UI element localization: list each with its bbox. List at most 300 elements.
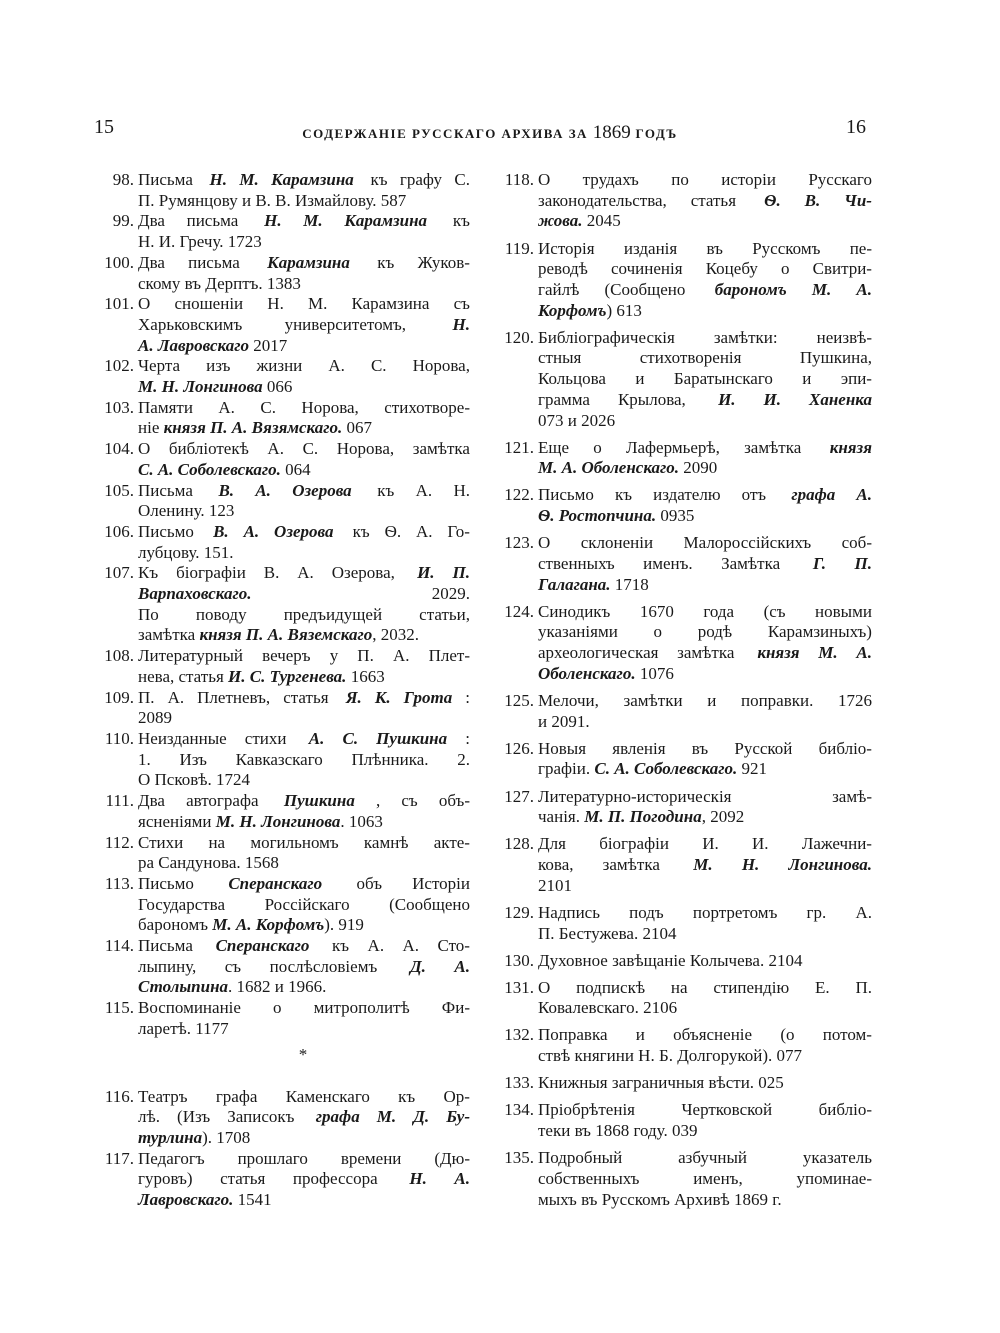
entry-text: акте- — [433, 832, 470, 852]
entry-text: вечеръ — [262, 646, 311, 666]
entry-number: 133. — [504, 1073, 534, 1093]
entry-line — [138, 315, 470, 336]
entry-text: и — [707, 690, 717, 710]
toc-entry — [492, 1100, 872, 1141]
entry-text: объ- — [438, 791, 470, 811]
entry-author-text: П. — [854, 553, 872, 573]
entry-text: теки въ 1868 году. 039 — [538, 1121, 698, 1141]
entry-author-text: М. А. Оболенскаго. — [538, 458, 680, 478]
entry-text: соб- — [841, 533, 872, 553]
entry-line — [538, 924, 872, 945]
entry-text: статьи, — [419, 604, 470, 624]
entry-text: чанія. — [538, 807, 585, 827]
entry-line — [138, 356, 470, 377]
entry-text: 1718 — [610, 574, 649, 594]
entry-text: склоненіи — [580, 533, 654, 553]
entry-line — [538, 485, 872, 506]
entry-text: статья — [283, 687, 333, 707]
entry-author-text: Варпаховскаго. — [138, 584, 252, 604]
entry-text: графа — [215, 1086, 258, 1106]
entry-author-text: М. А. Корфомъ — [212, 915, 325, 935]
entry-text: ствѣ княгини Н. Б. Долгорукой). 077 — [538, 1046, 803, 1066]
entry-text: замѣ- — [832, 786, 872, 806]
entry-text: В. — [263, 563, 280, 583]
entry-author-text: М. — [239, 170, 259, 189]
toc-entry — [492, 951, 872, 972]
entry-author-text: Н. — [741, 855, 760, 874]
entry-text: 2101 — [538, 875, 572, 895]
entry-text: письма — [186, 211, 243, 231]
toc-entry — [96, 833, 470, 874]
entry-text: замѣтка — [412, 439, 470, 459]
entry-text: : — [465, 728, 470, 748]
entry-text: О — [538, 533, 551, 553]
entry-text: Сто- — [437, 936, 470, 956]
entry-text: года — [703, 601, 735, 621]
entry-line — [138, 1149, 470, 1170]
entry-text: , 2032. — [372, 625, 419, 645]
entry-line — [538, 411, 872, 432]
entry-text: Норова, — [336, 439, 395, 459]
entry-author-text: жова. — [538, 211, 583, 231]
entry-text: графу — [399, 170, 442, 189]
entry-text: къ — [373, 252, 395, 272]
entry-line — [538, 787, 872, 808]
entry-text: лѣ. — [138, 1107, 160, 1127]
entry-text: Письмо — [138, 873, 199, 893]
entry-text: въ — [691, 738, 709, 758]
entry-text: П. Румянцову и В. В. Измайлову. 587 — [138, 190, 407, 210]
entry-text: Письмо — [138, 521, 199, 541]
toc-entry — [96, 398, 470, 439]
entry-text: замѣтки — [623, 690, 683, 710]
toc-entry — [96, 874, 470, 936]
entry-text: Ор- — [443, 1086, 470, 1106]
entry-author-text: Лавровскаго. — [138, 1190, 234, 1210]
entry-text: издателю — [653, 485, 721, 505]
entry-text: 073 и 2026 — [538, 410, 616, 430]
entry-author-text: Столыпина — [138, 977, 229, 997]
entry-line — [538, 602, 872, 623]
entry-number: 119. — [504, 238, 534, 258]
entry-text: 1670 — [639, 601, 674, 621]
entry-text: сочиненія — [611, 259, 683, 279]
entry-line — [138, 998, 470, 1019]
entry-text: къ — [366, 170, 388, 189]
entry-line — [138, 543, 470, 564]
entry-author-text: И. — [718, 389, 736, 409]
entry-text: Лажечни- — [801, 834, 872, 854]
entry-line — [138, 936, 470, 957]
entry-text: ). 1708 — [202, 1127, 251, 1147]
entry-line — [138, 646, 470, 667]
entry-text: законодательства, — [538, 190, 667, 210]
toc-entry — [96, 998, 470, 1039]
entry-number: 126. — [504, 738, 534, 758]
entry-text: П. — [855, 977, 872, 997]
entry-text: прошлаго — [237, 1148, 308, 1168]
entry-text: Поправка — [538, 1025, 608, 1045]
entry-author-text: А. — [856, 643, 872, 663]
entry-text: О — [138, 439, 151, 459]
entry-number: 122. — [504, 485, 534, 505]
toc-entry — [96, 294, 470, 356]
entry-text: Фи- — [441, 998, 470, 1018]
entry-text: Каменскаго — [285, 1086, 370, 1106]
entry-text: П. Бестужева. 2104 — [538, 923, 677, 943]
entry-text: портретомъ — [692, 902, 778, 922]
toc-entry — [492, 1025, 872, 1066]
entry-line — [138, 1169, 470, 1190]
entry-author-text: графа — [315, 1107, 360, 1127]
entry-text: объясненіе — [673, 1025, 753, 1045]
entry-text: письма — [188, 252, 245, 272]
entry-line — [138, 377, 470, 398]
entry-text: послѣсловіемъ — [269, 956, 382, 976]
entry-author-text: Озерова — [292, 480, 352, 500]
entry-line — [138, 1107, 470, 1128]
entry-text: Норова, — [301, 397, 359, 417]
entry-text: С. — [302, 439, 319, 459]
entry-number: 102. — [104, 356, 134, 376]
entry-text: А. — [855, 902, 872, 922]
entry-author-text: А. — [308, 728, 325, 748]
entry-text: замѣтки: — [713, 327, 778, 347]
entry-text: 1. — [138, 749, 151, 769]
entry-line — [538, 951, 872, 972]
entry-text: О Псковѣ. 1724 — [138, 770, 251, 790]
entry-text: Норова, — [412, 356, 470, 376]
entry-text: 1541 — [233, 1190, 272, 1210]
entry-text: С. — [454, 170, 470, 189]
entry-line — [538, 438, 872, 459]
entry-text: По — [138, 604, 159, 624]
toc-entry — [96, 1149, 470, 1211]
entry-author-text: М. П. Погодина — [584, 807, 702, 827]
entry-text: и 2091. — [538, 711, 590, 731]
entry-number: 109. — [104, 687, 134, 707]
entry-text: А. — [392, 646, 410, 666]
entry-author-text: Н. — [452, 314, 470, 334]
entry-line — [138, 977, 470, 998]
entry-text: Чертковской — [681, 1100, 773, 1120]
entry-line — [138, 667, 470, 688]
entry-text: А. — [415, 480, 433, 500]
entry-author-text: Карамзина — [344, 211, 428, 231]
entry-author-text: С. А. Соболевскаго. — [138, 459, 281, 479]
toc-entry — [96, 522, 470, 563]
entry-text: гайлѣ — [538, 279, 580, 299]
entry-author-text: Карамзина — [271, 170, 354, 189]
entry-line — [538, 348, 872, 369]
entry-author-text: И. — [763, 389, 782, 409]
entry-author-text: Грота — [403, 687, 453, 707]
entry-text: Крылова, — [617, 389, 691, 409]
entry-text: и — [635, 1025, 645, 1045]
entry-text: времени — [340, 1148, 402, 1168]
entry-text: гуровъ) — [138, 1169, 193, 1189]
entry-text: 067 — [342, 418, 372, 438]
entry-line — [138, 336, 470, 357]
entry-line — [538, 691, 872, 712]
entry-text: А. — [167, 687, 185, 707]
entry-line — [538, 834, 872, 855]
entry-text: съ — [401, 791, 418, 811]
entry-author-text: Чи- — [844, 190, 872, 210]
entry-text: объ — [352, 873, 383, 893]
entry-text: о — [593, 437, 602, 457]
entry-author-text: Я. — [345, 687, 362, 707]
entry-text: пе- — [849, 238, 872, 258]
entry-line — [138, 253, 470, 274]
entry-text: Русской — [734, 738, 793, 758]
entry-text: Замѣтка — [721, 553, 785, 573]
entry-text: Плет- — [428, 646, 470, 666]
entry-text: Литературный — [138, 646, 244, 666]
entry-line — [138, 688, 470, 709]
entry-text: исторіи — [721, 170, 776, 189]
entry-line — [538, 170, 872, 191]
entry-text: ) 613 — [606, 300, 642, 320]
entry-author-text: Бу- — [446, 1107, 470, 1127]
entry-line — [138, 708, 470, 729]
entry-text: 2029. — [427, 584, 470, 604]
entry-line — [538, 390, 872, 411]
entry-author-text: барономъ — [714, 279, 787, 299]
entry-author-text: В. — [218, 480, 235, 500]
toc-entry — [492, 1148, 872, 1210]
entry-text: поводу — [195, 604, 247, 624]
entry-text: стипендію — [713, 977, 790, 997]
entry-author-text: Ѳ. Ростопчина. — [538, 506, 657, 526]
entry-line — [538, 575, 872, 596]
entry-line — [138, 170, 470, 191]
toc-entry — [96, 563, 470, 646]
entry-text: и — [802, 369, 812, 389]
entry-text: эпи- — [840, 369, 872, 389]
entry-text: Подробный — [538, 1148, 623, 1168]
toc-entry — [492, 1073, 872, 1094]
entry-line — [538, 739, 872, 760]
entry-line — [538, 759, 872, 780]
entry-text: 2090 — [679, 458, 718, 478]
entry-text: Озерова, — [331, 563, 400, 583]
entry-line — [138, 1087, 470, 1108]
entry-text: Стихи — [138, 832, 184, 852]
entry-text: статья — [690, 190, 741, 210]
entry-text: (Сообщено — [389, 894, 470, 914]
entry-text: на — [208, 832, 226, 852]
entry-author-text: Н. — [409, 1169, 427, 1189]
entry-text: о — [653, 622, 663, 642]
entry-text: замѣтка — [602, 855, 665, 874]
entry-text: явленія — [612, 738, 666, 758]
entry-text: Новыя — [538, 738, 587, 758]
entry-text: П. — [357, 646, 374, 666]
entry-text: 2045 — [582, 211, 621, 231]
entry-text: А. — [416, 521, 433, 541]
entry-text: трудахъ — [582, 170, 639, 189]
entry-text: Н. И. Гречу. 1723 — [138, 232, 262, 252]
entry-text: Надпись — [538, 902, 600, 922]
toc-entry — [96, 211, 470, 252]
entry-author-text: князя — [829, 437, 872, 457]
entry-text: къ — [614, 485, 633, 505]
entry-text: біографіи — [176, 563, 246, 583]
entry-line — [538, 903, 872, 924]
entry-author-text: князя П. А. Вяземскаго — [199, 625, 373, 645]
entry-line — [538, 1025, 872, 1046]
entry-text: Плѣнника. — [351, 749, 429, 769]
entry-text: Свитри- — [812, 259, 872, 279]
entry-author-text: М. — [303, 211, 323, 231]
entry-author-text: Д. — [413, 1107, 430, 1127]
entry-text: предъидущей — [283, 604, 383, 624]
entry-text: А. — [367, 936, 385, 956]
entry-line — [138, 481, 470, 502]
toc-entry — [96, 791, 470, 832]
entry-line — [138, 895, 470, 916]
entry-text: университетомъ, — [284, 314, 411, 334]
entry-line — [138, 232, 470, 253]
entry-line — [538, 664, 872, 685]
entry-text: (Изъ — [177, 1107, 211, 1127]
entry-author-text: Г. — [812, 553, 827, 573]
toc-entry — [492, 438, 872, 479]
entry-text: ясненіями — [138, 811, 216, 831]
entry-line — [538, 211, 872, 232]
entry-text: біографіи — [599, 834, 669, 854]
entry-text: . 1063 — [340, 811, 383, 831]
entry-text: 1076 — [635, 663, 674, 683]
entry-line — [138, 1190, 470, 1211]
entry-text: (о — [780, 1025, 795, 1045]
entry-text: Черта — [138, 356, 181, 376]
entry-line — [538, 712, 872, 733]
entry-text: сношеніи — [174, 294, 244, 314]
entry-author-text: М. Н. Лонгинова — [138, 377, 263, 397]
entry-text: стихотворе- — [384, 397, 470, 417]
entry-line — [138, 398, 470, 419]
entry-line — [538, 301, 872, 322]
entry-text: указатель — [802, 1148, 872, 1168]
running-title-end: ГОДЪ — [635, 126, 678, 141]
entry-number: 105. — [104, 480, 134, 500]
entry-text: Памяти — [138, 397, 193, 417]
entry-line — [138, 501, 470, 522]
entry-text: Театръ — [138, 1086, 188, 1106]
entry-line — [138, 791, 470, 812]
entry-line — [538, 643, 872, 664]
entry-text: подпискѣ — [576, 977, 646, 997]
entry-text: поправки. — [740, 690, 814, 710]
entry-line — [138, 584, 470, 605]
entry-text: указаніями — [538, 622, 618, 642]
entry-text: по — [671, 170, 689, 189]
entry-text: 1726 — [837, 690, 872, 710]
entry-text: съ — [224, 956, 242, 976]
entry-text: упоминае- — [796, 1168, 872, 1188]
entry-text: Литературно-историческія — [538, 786, 732, 806]
entry-author-text: князя — [757, 643, 800, 663]
toc-entry — [492, 485, 872, 526]
running-title-text: СОДЕРЖАНІЕ РУССКАГО АРХИВА ЗА — [302, 126, 588, 141]
entry-line — [138, 729, 470, 750]
entry-line — [538, 369, 872, 390]
entry-text: лубцову. 151. — [138, 542, 234, 562]
entry-text: О — [138, 294, 151, 314]
entry-text: Книжныя заграничныя вѣсти. 025 — [538, 1073, 784, 1093]
entry-line — [138, 605, 470, 626]
entry-author-text: Лонгинова. — [788, 855, 872, 874]
entry-text: Библіографическія — [538, 327, 675, 347]
entry-text: Синодикъ — [538, 601, 611, 621]
entry-text: замѣтка — [744, 437, 806, 457]
entry-number: 135. — [504, 1148, 534, 1168]
entry-text: О — [538, 170, 551, 189]
entry-text: неизвѣ- — [816, 327, 872, 347]
entry-text: профессора — [292, 1169, 382, 1189]
toc-entry — [492, 834, 872, 896]
toc-entry — [96, 936, 470, 998]
entry-line — [138, 211, 470, 232]
entry-text: Карамзина — [351, 294, 430, 314]
entry-author-text: П. — [452, 563, 470, 583]
entry-text: могильномъ — [250, 832, 339, 852]
entry-text: именъ. — [643, 553, 693, 573]
entry-line — [538, 458, 872, 479]
entry-text: 066 — [262, 377, 293, 397]
entry-text: 2089 — [138, 708, 172, 728]
entry-text: Баратынскаго — [673, 369, 773, 389]
entry-line — [138, 853, 470, 874]
entry-text: изданія — [623, 238, 678, 258]
toc-entry — [96, 646, 470, 687]
entry-line — [538, 259, 872, 280]
entry-number: 117. — [104, 1148, 134, 1168]
entry-text: Мелочи, — [538, 690, 599, 710]
toc-entry — [96, 170, 470, 211]
entry-line — [138, 750, 470, 771]
entry-author-text: Н. — [264, 211, 282, 231]
entry-text: къ — [448, 211, 470, 231]
running-title-year: 1869 — [592, 122, 631, 143]
entry-text: стныя — [538, 348, 582, 368]
entry-line — [538, 1100, 872, 1121]
toc-entry — [96, 1087, 470, 1149]
entry-text: 1663 — [346, 666, 385, 686]
entry-text: Русскаго — [808, 170, 872, 189]
toc-entry — [492, 691, 872, 732]
entry-line — [538, 978, 872, 999]
entry-line — [538, 239, 872, 260]
entry-text: подъ — [629, 902, 664, 922]
entry-text: съ — [453, 294, 470, 314]
entry-line — [538, 855, 872, 876]
entry-text: Карамзиныхъ) — [767, 622, 872, 642]
entry-text: М. — [307, 294, 328, 314]
entry-author-text: Сперанскаго — [228, 873, 323, 893]
toc-entry — [492, 170, 872, 232]
entry-line — [538, 506, 872, 527]
entry-text: стихи — [244, 728, 291, 748]
entry-line — [538, 280, 872, 301]
toc-entry — [96, 356, 470, 397]
entry-text: Харьковскимъ — [138, 314, 243, 334]
entry-number: 98. — [112, 170, 134, 189]
entry-text: библіо- — [818, 1100, 872, 1120]
entry-number: 125. — [504, 690, 534, 710]
